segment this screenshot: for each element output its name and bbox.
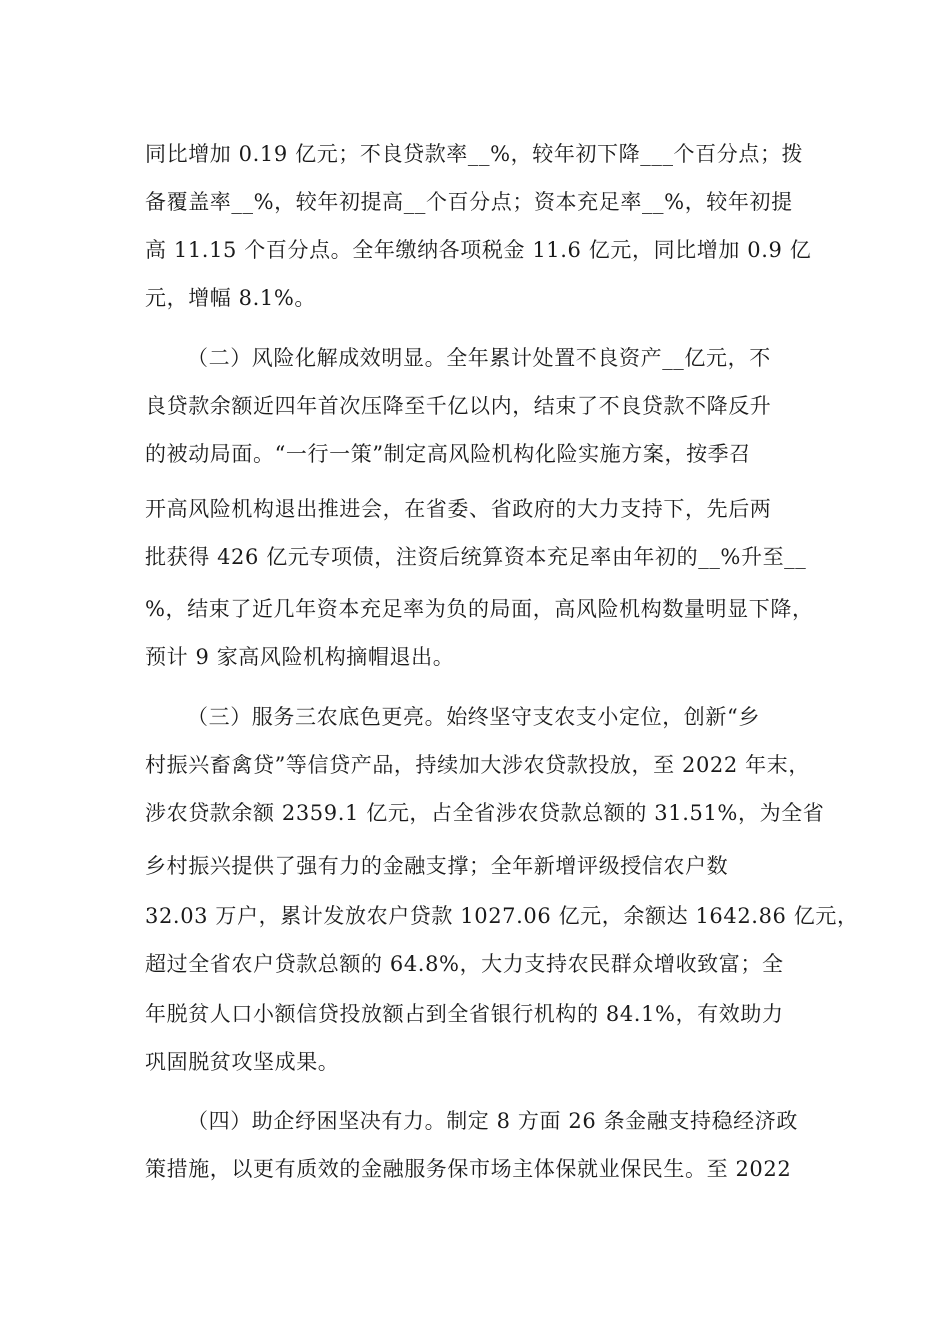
paragraph-4-line-2: 策措施，以更有质效的金融服务保市场主体保就业保民生。至 2022 [145,1157,792,1181]
paragraph-3-line-6: 超过全省农户贷款总额的 64.8%，大力支持农民群众增收致富；全 [145,952,784,976]
paragraph-2-line-7: 预计 9 家高风险机构摘帽退出。 [145,645,455,669]
paragraph-3-line-3: 涉农贷款余额 2359.1 亿元，占全省涉农贷款总额的 31.51%，为全省 [145,801,825,825]
paragraph-2-line-2: 良贷款余额近四年首次压降至千亿以内，结束了不良贷款不降反升 [145,394,772,418]
paragraph-2-line-1: （二）风险化解成效明显。全年累计处置不良资产__亿元，不 [187,346,771,370]
paragraph-3-line-4: 乡村振兴提供了强有力的金融支撑；全年新增评级授信农户数 [145,854,729,878]
paragraph-1-line-2: 备覆盖率__%，较年初提高__个百分点；资本充足率__%，较年初提 [145,190,793,214]
paragraph-2-line-6: %，结束了近几年资本充足率为负的局面，高风险机构数量明显下降， [145,597,814,621]
paragraph-3-line-5: 32.03 万户，累计发放农户贷款 1027.06 亿元，余额达 1642.86 亿元， [145,904,859,928]
paragraph-1-line-1: 同比增加 0.19 亿元；不良贷款率__%，较年初下降___个百分点；拨 [145,142,804,166]
paragraph-2-line-3: 的被动局面。“一行一策”制定高风险机构化险实施方案，按季召 [145,442,751,466]
paragraph-2-line-4: 开高风险机构退出推进会，在省委、省政府的大力支持下，先后两 [145,497,772,521]
paragraph-3-line-2: 村振兴畜禽贷”等信贷产品，持续加大涉农贷款投放，至 2022 年末， [145,753,810,777]
paragraph-4-line-1: （四）助企纾困坚决有力。制定 8 方面 26 条金融支持稳经济政 [187,1109,798,1133]
paragraph-3-line-7: 年脱贫人口小额信贷投放额占到全省银行机构的 84.1%，有效助力 [145,1002,784,1026]
paragraph-3-line-1: （三）服务三农底色更亮。始终坚守支农支小定位，创新“乡 [187,705,760,729]
paragraph-3-line-8: 巩固脱贫攻坚成果。 [145,1050,340,1074]
paragraph-1-line-4: 元，增幅 8.1%。 [145,286,317,310]
paragraph-1-line-3: 高 11.15 个百分点。全年缴纳各项税金 11.6 亿元，同比增加 0.9 亿 [145,238,812,262]
paragraph-2-line-5: 批获得 426 亿元专项债，注资后统算资本充足率由年初的__%升至__ [145,545,807,569]
